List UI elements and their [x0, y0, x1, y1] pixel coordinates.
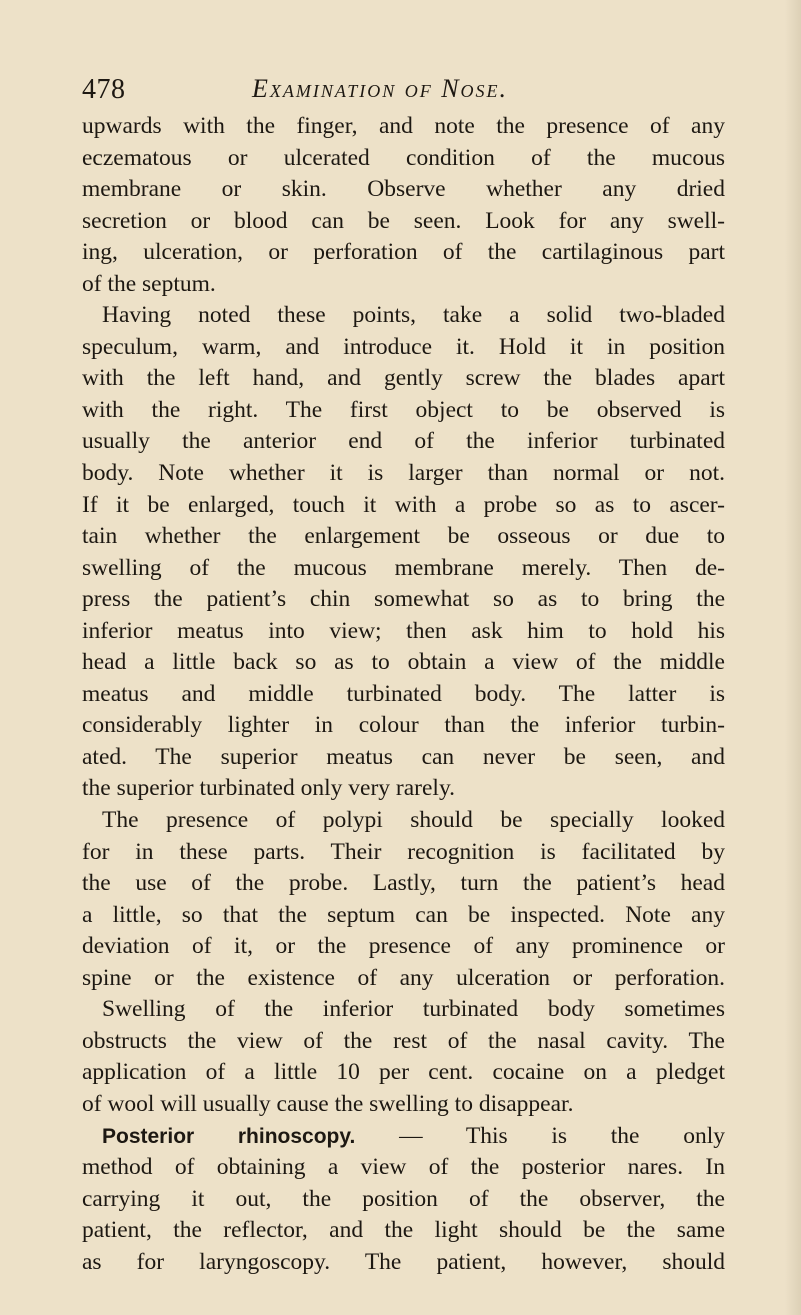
text-line: upwards with the finger, and note the presence of any	[82, 113, 725, 139]
text-line: secretion or blood can be seen. Look for any swell-	[82, 207, 725, 234]
text-line: usually the anterior end of the inferior turbinated	[82, 428, 725, 455]
text-line: spine or the existence of any ulceration or perforation.	[82, 964, 725, 991]
text-line: with the right. The first object to be observed is	[82, 396, 725, 423]
text-line: head a little back so as to obtain a view of the middle	[82, 649, 725, 676]
text-line-rest: — This is the only	[355, 1122, 725, 1149]
text-line: as for laryngoscopy. The patient, however, should	[82, 1248, 725, 1275]
text-line: for in these parts. Their recognition is facilitated by	[82, 838, 725, 865]
text-line: a little, so that the septum can be inspected. Note any	[82, 901, 725, 928]
text-line: membrane or skin. Observe whether any dried	[82, 176, 725, 203]
page-number: 478	[82, 74, 126, 105]
text-line: application of a little 10 per cent. cocaine on a pledget	[82, 1059, 725, 1086]
text-line: speculum, warm, and introduce it. Hold it in position	[82, 333, 725, 360]
text-line: the use of the probe. Lastly, turn the patient’s head	[82, 870, 725, 897]
text-line: meatus and middle turbinated body. The latter is	[82, 680, 725, 707]
text-line: Swelling of the inferior turbinated body sometimes	[102, 996, 725, 1023]
text-line: body. Note whether it is larger than normal or not.	[82, 460, 725, 487]
text-line: swelling of the mucous membrane merely. Then de-	[82, 554, 725, 581]
posterior-rhinoscopy-paragraph-start	[82, 1121, 725, 1153]
section-heading-posterior-rhinoscopy: Posterior rhinoscopy.	[102, 1124, 356, 1148]
text-line: deviation of it, or the presence of any prominence or	[82, 933, 725, 960]
text-line: the superior turbinated only very rarely.	[82, 775, 456, 802]
body-text	[82, 111, 725, 1278]
text-line: ing, ulceration, or perforation of the cartilaginous part	[82, 239, 725, 266]
page-edge-shadow	[785, 0, 801, 1315]
text-line: Having noted these points, take a solid two-bladed	[102, 302, 725, 329]
text-line: patient, the reflector, and the light should be the same	[82, 1217, 725, 1244]
text-line: with the left hand, and gently screw the blades apart	[82, 365, 725, 392]
text-line: eczematous or ulcerated condition of the mucous	[82, 144, 725, 171]
text-line: ated. The superior meatus can never be seen, and	[82, 743, 725, 770]
text-line: considerably lighter in colour than the inferior turbin-	[82, 712, 725, 739]
text-line: inferior meatus into view; then ask him to hold his	[82, 617, 725, 644]
text-line: press the patient’s chin somewhat so as to bring the	[82, 586, 725, 613]
text-line: of the septum.	[82, 270, 216, 297]
text-line: tain whether the enlargement be osseous or due to	[82, 523, 725, 550]
page-header	[82, 68, 722, 108]
running-title: Examination of Nose.	[252, 74, 509, 103]
text-line: of wool will usually cause the swelling to disappear.	[82, 1090, 574, 1117]
text-line: The presence of polypi should be specially looked	[102, 807, 725, 834]
text-line: carrying it out, the position of the observer, the	[82, 1185, 725, 1212]
text-line: method of obtaining a view of the posterior nares. In	[82, 1154, 725, 1181]
text-line: obstructs the view of the rest of the nasal cavity. The	[82, 1027, 725, 1054]
text-line: If it be enlarged, touch it with a probe so as to ascer-	[82, 491, 725, 518]
